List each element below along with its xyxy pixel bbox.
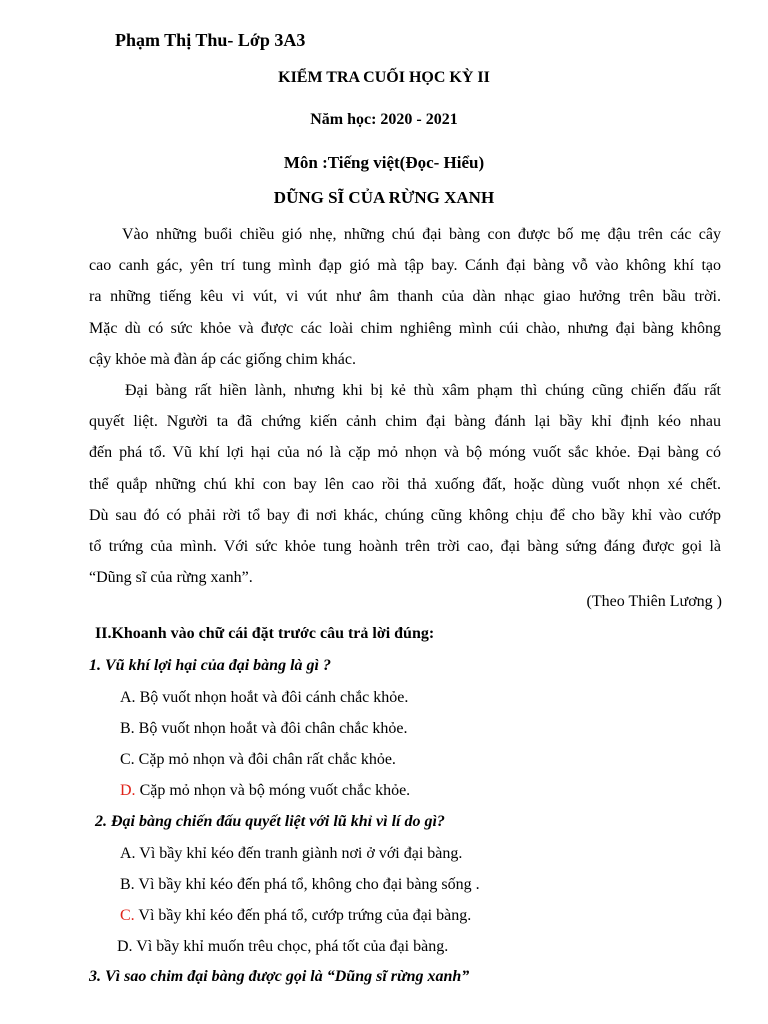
q1-option-b[interactable] — [120, 720, 408, 738]
option-text: Vì bầy khỉ kéo đến phá tổ, không cho đại bàng sống . — [134, 876, 480, 893]
question-3: 3. Vì sao chim đại bàng được gọi là “Dũng sĩ rừng xanh” — [89, 968, 470, 985]
section-heading: II.Khoanh vào chữ cái đặt trước câu trả lời đúng: — [95, 625, 435, 642]
option-letter: B. — [120, 876, 135, 893]
passage-source: (Theo Thiên Lương ) — [586, 593, 722, 610]
option-letter: A. — [120, 845, 136, 862]
reading-passage — [89, 219, 721, 593]
option-text: Vì bầy khỉ kéo đến phá tổ, cướp trứng của đại bàng. — [134, 907, 472, 924]
passage-line: “Dũng sĩ của rừng xanh”. — [89, 569, 253, 587]
option-letter: C. — [120, 751, 135, 768]
option-letter: B. — [120, 720, 135, 737]
passage-line: cậy khỏe mà đàn áp các giống chim khác. — [89, 350, 356, 368]
option-text: Vì bầy khỉ kéo đến tranh giành nơi ở với đại bàng. — [135, 845, 463, 862]
q1-option-c[interactable] — [120, 751, 396, 769]
exam-title: KIỂM TRA CUỐI HỌC KỲ II — [278, 69, 490, 86]
q2-option-b[interactable] — [120, 876, 480, 894]
question-2: 2. Đại bàng chiến đấu quyết liệt với lũ khỉ vì lí do gì? — [95, 813, 445, 830]
school-year: Năm học: 2020 - 2021 — [310, 111, 458, 128]
option-letter-answer: D. — [120, 782, 136, 799]
option-letter: D. — [117, 938, 133, 955]
option-text: Cặp mỏ nhọn và bộ móng vuốt chắc khỏe. — [135, 782, 411, 799]
passage-line: Vào những buổi chiều gió nhẹ, những chú đại bàng con được bố mẹ đậu trên các cây — [122, 226, 721, 243]
passage-line: ra những tiếng kêu vi vút, vi vút như âm thanh của dàn nhạc giao hưởng trên bầu trời. — [89, 288, 721, 306]
passage-line: thể quắp những chú khỉ con bay lên cao rồi thả xuống đất, hoặc dùng vuốt nhọn xé chết. — [89, 475, 721, 493]
option-text: Cặp mỏ nhọn và đôi chân rất chắc khỏe. — [134, 751, 396, 768]
option-text: Vì bầy khỉ muốn trêu chọc, phá tốt của đại bàng. — [132, 938, 449, 955]
option-letter: A. — [120, 689, 136, 706]
option-text: Bộ vuốt nhọn hoắt và đôi cánh chắc khỏe. — [135, 689, 409, 706]
passage-line: Mặc dù có sức khỏe và được các loài chim nghiêng mình cúi chào, nhưng đại bàng không — [89, 319, 721, 337]
passage-line: cao canh gác, yên trí tung mình đạp gió mà tập bay. Cánh đại bàng vỗ vào không khí tạo — [89, 257, 721, 275]
q1-option-d[interactable] — [120, 782, 410, 800]
passage-line: quyết liệt. Người ta đã chứng kiến cảnh chim đại bàng đánh lại bầy khỉ định kéo nhau — [89, 413, 721, 431]
q2-option-a[interactable] — [120, 845, 462, 863]
passage-line: Dù sau đó có phải rời tổ bay đi nơi khác, chúng cũng không chịu để cho bầy khỉ vào cướp — [89, 506, 721, 524]
q2-option-c[interactable] — [120, 907, 471, 925]
option-letter-answer: C. — [120, 907, 135, 924]
subject-line: Môn :Tiếng việt(Đọc- Hiểu) — [283, 153, 485, 172]
question-1: 1. Vũ khí lợi hại của đại bàng là gì ? — [89, 657, 331, 674]
passage-line: Đại bàng rất hiền lành, nhưng khi bị kẻ thù xâm phạm thì chúng cũng chiến đấu rất — [125, 381, 721, 399]
story-title: DŨNG SĨ CỦA RỪNG XANH — [273, 188, 495, 207]
passage-line: tổ trứng của mình. Với sức khỏe tung hoành trên trời cao, đại bàng sứng đáng được gọi là — [89, 537, 721, 555]
q1-option-a[interactable] — [120, 689, 408, 707]
passage-line: đến phá tổ. Vũ khí lợi hại của nó là cặp mỏ nhọn và bộ móng vuốt sắc khỏe. Đại bàng có — [89, 444, 721, 462]
author-line: Phạm Thị Thu- Lớp 3A3 — [115, 30, 306, 50]
option-text: Bộ vuốt nhọn hoắt và đôi chân chắc khỏe. — [134, 720, 408, 737]
q2-option-d[interactable] — [117, 938, 448, 956]
